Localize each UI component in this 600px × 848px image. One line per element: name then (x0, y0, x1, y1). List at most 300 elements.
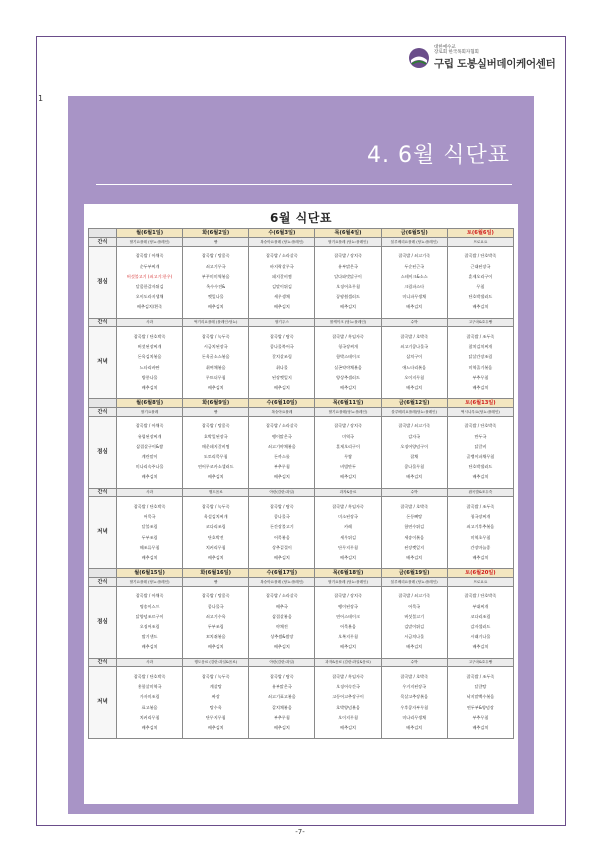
snack-row (89, 408, 514, 417)
dish-item: 잡곡밥 / 녹두죽 (201, 673, 230, 679)
dish-item: 잡곡밥 / 단호박죽 (464, 423, 497, 429)
dish-item: 미역국 (342, 433, 354, 439)
day-header: 화(6월9일) (183, 399, 249, 408)
dish-item: 감자국 (408, 433, 421, 439)
dish-item: 배추김치 (273, 304, 290, 310)
dish-item: 콩나물무침 (404, 464, 425, 470)
lunch-cell (447, 586, 513, 658)
dish-item: 청국장찌개 (470, 514, 491, 520)
lunch-cell (315, 246, 381, 318)
title-divider (96, 184, 512, 185)
page-number: -7- (295, 828, 305, 836)
lunch-cell (117, 586, 183, 658)
organization-name: 구립 도봉실버데이케어센터 (434, 57, 556, 70)
table-corner-cell (89, 399, 117, 408)
dish-item: 명송이스프 (139, 603, 160, 609)
dinner-row (89, 497, 514, 569)
day-header: 수(6월17일) (249, 569, 315, 578)
dish-item: 김말이튀김 (272, 284, 292, 289)
dish-item: 청국장찌개 (338, 344, 358, 350)
day-header: 금(6월5일) (381, 229, 447, 238)
dinner-cell (315, 667, 381, 739)
dish-item: 달걀탕 (474, 684, 487, 690)
dish-item: 배추김치 (141, 724, 158, 730)
week-date-row (89, 569, 514, 578)
snack-cell: 수박 (381, 318, 447, 327)
dish-item: 배추김치 (406, 384, 423, 390)
dish-item: 배추김치 (340, 384, 356, 390)
snack-label: 간식 (89, 658, 117, 667)
dish-item: 함박스테이크 (336, 354, 360, 360)
dish-item: 꼬치쥐볶음 (205, 634, 226, 640)
dish-item: 양상추샐러드 (336, 374, 360, 380)
dish-item: 목살고추장볶음 (400, 694, 429, 700)
dish-item: 달다와맛닭구이 (334, 273, 362, 279)
dish-item: 잡곡밥 / 호박죽 (400, 333, 429, 339)
dish-item: 비빔만두 (340, 464, 356, 470)
day-header: 수(6월10일) (249, 399, 315, 408)
dish-item: 배추김치 (141, 384, 158, 390)
dish-item: 잡곡밥 / 소라살죽 (266, 253, 298, 259)
day-header: 화(6월16일) (183, 569, 249, 578)
dish-item: 된장깻잎지 (272, 374, 292, 380)
dish-item: 콩나물국 (207, 603, 224, 609)
dish-item: 돼지갈비찜 (272, 273, 292, 279)
dish-item: 잡곡밥 / 단호박죽 (133, 503, 166, 509)
dish-item: 쇠고기무국 (205, 263, 226, 269)
dish-item: 유부맑은국 (338, 263, 358, 269)
dish-item: 치커리무침 (139, 714, 160, 720)
dish-item: 시금치된장국 (203, 344, 228, 350)
dish-item: 부추무침 (273, 714, 290, 720)
dish-item: 꽁팡쉽셀러드 (336, 294, 360, 300)
dish-item: 배추김치 (207, 554, 224, 560)
dish-item: 두부조림 (141, 534, 158, 540)
dish-item: 잡곡밥 / 조두죽 (466, 333, 495, 339)
dish-item: 쇠고기표고볶음 (268, 694, 296, 700)
dish-item: 닭갈비 (474, 443, 487, 449)
snack-cell: 복숭아요플레 (당뇨:플레인) (249, 578, 315, 587)
dish-item: 돈까스롤 (273, 454, 290, 459)
dish-item: 간장마늘종 (470, 544, 491, 550)
lunch-cell (249, 586, 315, 658)
dish-item: 배추김치 (340, 724, 356, 730)
dish-item: 쇠고기수육 (205, 613, 226, 619)
dish-item: 호박잎된장국 (203, 433, 228, 439)
lunch-cell (117, 416, 183, 488)
snack-label: 간식 (89, 408, 117, 417)
lunch-label: 점심 (89, 416, 117, 488)
dish-item: 배추김치 (406, 474, 423, 480)
dish-item: 배추김치 (406, 554, 423, 560)
dish-item: 두순된근국 (404, 263, 425, 269)
dish-item: 애느타리볶음 (402, 364, 427, 370)
dish-item: 만두국 (474, 433, 487, 439)
dish-item: 배추김치 (207, 474, 224, 480)
dish-item: 잡곡밥 / 아채죽 (135, 423, 164, 429)
dish-item: 어묵국 (143, 514, 156, 520)
lunch-cell (183, 586, 249, 658)
content-panel (68, 96, 534, 814)
dish-item: 오이도라지생채 (135, 294, 164, 300)
dish-item: 잡곡밥 / 쇠고기죽 (398, 593, 431, 599)
dish-item: 배추김치 (141, 474, 158, 480)
dinner-cell (183, 327, 249, 399)
snack-cell: 프로요요 (447, 238, 513, 247)
dinner-cell (447, 327, 513, 399)
day-header: 월(6월8일) (117, 399, 183, 408)
dish-item: 상추쌈&쌈장 (270, 634, 294, 640)
dish-item: 탕수육 (209, 704, 222, 710)
snack-cell: 떡기리요플레 (플레인:당뇨) (183, 318, 249, 327)
dish-item: 오이지무침 (338, 714, 358, 720)
dish-item: 삼겹살볶음 (272, 613, 292, 619)
lunch-cell (117, 246, 183, 318)
dish-item: 우후콩자부무침 (400, 704, 429, 710)
dish-item: 잡곡밥 / 장치죽 (334, 423, 362, 429)
dish-item: 잡곡밥 / 녹두죽 (201, 503, 230, 509)
snack-cell: 과자&음료 (315, 488, 381, 497)
section-title: 4. 6월 식단표 (367, 143, 510, 168)
dish-item: 잡곡밥 / 탐죽 (270, 673, 294, 679)
dish-item: 배추김치 (472, 474, 489, 480)
week-date-row (89, 399, 514, 408)
dish-item: 오복지무침 (338, 634, 358, 640)
dish-item: 배추김치 (406, 724, 423, 730)
dinner-cell (183, 497, 249, 569)
dish-item: 어묵볶음 (340, 624, 356, 629)
dish-item: 단무지무침 (205, 714, 226, 720)
dish-item: 삼겹살구이&쌈 (136, 443, 164, 449)
dish-item: 잡곡밥 / 녹두죽 (201, 333, 230, 339)
dish-item: 갈치살조림 (272, 354, 292, 360)
snack-row (89, 488, 514, 497)
snack-cell: 프로요요 (447, 578, 513, 587)
menu-table (88, 228, 514, 739)
dish-item: 세우생채 (273, 294, 290, 300)
dinner-label: 저녁 (89, 497, 117, 569)
dinner-cell (249, 327, 315, 399)
dish-item: 매운돼지갈비찜 (201, 443, 230, 449)
dish-item: 바지락살무국 (270, 263, 294, 269)
dish-item: 배추김치 (406, 304, 423, 310)
dish-item: 연어스테이크 (336, 613, 360, 619)
dish-item: 크림파스타 (404, 284, 425, 289)
menu-card (84, 204, 518, 804)
dish-item: 잡곡밥 / 호박죽 (400, 673, 429, 679)
snack-cell: 행도음료 (183, 488, 249, 497)
lunch-cell (315, 416, 381, 488)
snack-cell: 사과 (117, 318, 183, 327)
dish-item: 배추김치 (273, 554, 290, 560)
snack-cell: 빵 (183, 578, 249, 587)
dish-item: 배추김치 (472, 304, 489, 310)
dish-item: 감자셀러드 (470, 624, 491, 629)
dish-item: 달콤한갑자튀김 (135, 284, 164, 289)
dish-item: 잡곡밥 / 장치죽 (334, 593, 362, 599)
lunch-label: 점심 (89, 246, 117, 318)
snack-label: 간식 (89, 318, 117, 327)
dish-item: 배추김치 (273, 474, 290, 480)
dish-item: 순두부찌개 (139, 263, 160, 269)
week-date-row (89, 229, 514, 238)
dish-item: 부대찌개 (472, 603, 489, 609)
dish-item: 계란말이 (141, 454, 158, 459)
dinner-cell (381, 667, 447, 739)
dinner-cell (447, 667, 513, 739)
dish-item: 배추김치 (340, 474, 356, 480)
dinner-cell (117, 327, 183, 399)
dish-item: 잡곡밥 / 장치죽 (334, 253, 362, 259)
dish-item: 미역초무침 (470, 534, 491, 540)
snack-cell: 빵 (183, 408, 249, 417)
snack-cell: 사과 (117, 488, 183, 497)
dish-item: 계살탕 (209, 684, 222, 690)
dish-item: 육설김치찌개 (203, 514, 228, 520)
dish-item: 닭살간장조림 (468, 354, 493, 360)
lunch-cell (447, 416, 513, 488)
dish-item: 표고볶음 (141, 704, 158, 710)
day-header: 목(6월11일) (315, 399, 381, 408)
dish-item: 김말이튀김 (404, 624, 425, 629)
dish-item: 연어무코카소셀러드 (197, 464, 234, 470)
snack-cell: 딸기요플레 (당뇨:플레인) (315, 578, 381, 587)
day-header: 토(6월20일) (447, 569, 513, 578)
dish-item: 도토리묵무침 (203, 454, 228, 459)
organization-logo (408, 46, 555, 71)
dish-item: 콩나물국 (273, 514, 290, 520)
dish-item: 단호박전 (207, 534, 224, 540)
snack-cell: 수박 (381, 488, 447, 497)
day-header: 월(6월1일) (117, 229, 183, 238)
dish-item: 미나리무생채 (402, 714, 427, 720)
snack-row (89, 318, 514, 327)
dish-item: 배추김치 (340, 644, 356, 650)
dish-item: 배추김치 (406, 644, 423, 650)
snack-cell: 딸기요플레 (당뇨:플레인) (117, 238, 183, 247)
dish-item: 어묵볶음 (273, 534, 290, 540)
snack-cell: 복숭아요플레 (249, 408, 315, 417)
lunch-row (89, 246, 514, 318)
dish-item: 잡곡밥 / 호박죽 (400, 503, 429, 509)
dish-item: 카레 (344, 524, 352, 530)
dish-item: 쇠고기후추볶음 (466, 524, 495, 530)
snack-row (89, 578, 514, 587)
dish-item: 잡곡밥 / 조두죽 (466, 673, 495, 679)
dish-item: 시금치나물 (404, 634, 425, 640)
dish-item: 잡곡밥 / 단호박죽 (133, 673, 166, 679)
dish-item: 잡곡밥 / 아채죽 (135, 593, 164, 599)
dish-item: 잡곡밥 / 단호박죽 (464, 253, 497, 259)
day-header: 금(6월19일) (381, 569, 447, 578)
dish-item: 딸기샌드 (141, 634, 158, 640)
dish-item: 잡곡밥 / 소라살죽 (266, 593, 298, 599)
snack-cell: 딸기요플레(당뇨:플레인) (315, 408, 381, 417)
dish-item: 옥수수전& (206, 284, 226, 289)
lunch-row (89, 416, 514, 488)
dish-item: 무침 (476, 284, 485, 289)
dish-item: 취여채볶음 (205, 364, 226, 370)
dish-item: 잡곡밥 / 흑임자죽 (332, 673, 364, 679)
dish-item: 골뱅이파채무침 (466, 454, 495, 459)
table-corner-cell (89, 229, 117, 238)
dish-item: 잡곡밥 / 소라살죽 (266, 423, 298, 429)
dish-item: 미니파무생채 (402, 294, 427, 300)
dish-item: 배추김치 (207, 644, 224, 650)
snack-cell: 빵 (183, 238, 249, 247)
dish-item: 상추겉절이 (272, 544, 292, 550)
snack-cell: 떡시나우요(당뇨:플레인) (447, 408, 513, 417)
dish-item: 잡곡밥 / 단호박죽 (133, 333, 166, 339)
snack-cell: 아란(감란:과일) (249, 488, 315, 497)
dish-item: 오징어숙간국 (336, 684, 360, 690)
dish-item: 무뜨더무침 (205, 374, 226, 380)
dish-item: 잡곡밥 / 쇠고기죽 (398, 253, 431, 259)
lunch-cell (381, 246, 447, 318)
day-header: 토(6월13일) (447, 399, 513, 408)
dish-item: 배추김치 (472, 384, 489, 390)
dish-item: 함연수튀김 (404, 524, 425, 530)
snack-cell: 딸기요플레 (당뇨:플레인) (315, 238, 381, 247)
dish-item: 방풍나물 (141, 374, 158, 380)
dish-item: 유부맑은국 (272, 684, 292, 690)
dish-item: 갑치채볶음 (272, 704, 292, 710)
lunch-cell (315, 586, 381, 658)
dish-item: 팽이된장국 (338, 603, 358, 609)
dinner-cell (183, 667, 249, 739)
dinner-cell (381, 327, 447, 399)
dinner-cell (381, 497, 447, 569)
dish-item: 치커리무침 (205, 544, 226, 550)
snack-cell: 블루베리요플레 (당뇨:플레인) (381, 578, 447, 587)
dinner-cell (447, 497, 513, 569)
dish-item: 잡곡밥 / 탐죽 (270, 503, 294, 509)
day-header: 토(6월6일) (447, 229, 513, 238)
dish-item: 버섯된장찌개 (137, 344, 162, 350)
dish-item: 미나리숙주나물 (135, 464, 164, 470)
lunch-cell (249, 416, 315, 488)
dish-item: 잡곡밥 / 탕콩죽 (201, 593, 230, 599)
dish-item: 세송이볶음 (404, 534, 425, 540)
dish-item: 홍합살미역국 (137, 684, 162, 690)
dish-item: 달불조림 (141, 524, 158, 530)
dish-item: 어묵국 (408, 603, 421, 609)
dish-item: 배추김치 (273, 724, 290, 730)
table-corner-cell (89, 569, 117, 578)
snack-cell: 블루베리요플레 (당뇨:플레인) (381, 238, 447, 247)
snack-cell: 블루베리요플레(당뇨:플레인) (381, 408, 447, 417)
dish-item: 쇠고기콩나물국 (400, 344, 429, 350)
dish-item: 배추김치 (472, 644, 489, 650)
snack-cell: 고구마&호두빵 (447, 318, 513, 327)
dish-item: 배추김치 (340, 304, 356, 310)
day-header: 금(6월12일) (381, 399, 447, 408)
dish-item: 배추김치 (207, 724, 224, 730)
snack-cell: 딸기요플레 (당뇨:플레인) (117, 578, 183, 587)
dish-item: 야채전 (275, 624, 288, 629)
dish-item: 잡곡밥 / 쇠고기죽 (398, 423, 431, 429)
snack-cell: 딸기주스 (249, 318, 315, 327)
dish-item: 팽이맑은국 (272, 433, 292, 439)
dish-item: 된장깻잎지 (404, 544, 425, 550)
dish-item: 돈간장불고기 (270, 524, 294, 530)
dish-item: 부추무침 (273, 464, 290, 470)
dish-item: 잡곡밥 / 탕콩죽 (201, 253, 230, 259)
dish-item: 부꾸미미역볶음 (201, 273, 230, 279)
dish-item: 잡곡밥 / 흑임자죽 (332, 333, 364, 339)
dish-item: 연두부&양념장 (466, 704, 494, 710)
dish-item: 잡곡밥 / 아채죽 (135, 253, 164, 259)
dish-item: 무쌈 (344, 454, 352, 459)
snack-cell: 딸기요플레 (117, 408, 183, 417)
logo-sub-line: 장로회 한국목회자협회 (434, 49, 479, 55)
dish-item: 참치김치찌개 (468, 344, 493, 350)
dish-item: 잡곡밥 / 흑임자죽 (332, 503, 364, 509)
dish-item: 돈육굴소스볶음 (201, 354, 230, 360)
dish-item: 가자미조림 (139, 694, 160, 700)
logo-sub-line: 대한예수교 (434, 45, 456, 50)
menu-title: 6월 식단표 (270, 211, 332, 225)
dish-item: 시래기나물 (470, 634, 491, 640)
lunch-cell (183, 416, 249, 488)
snack-label: 간식 (89, 488, 117, 497)
dish-item: 배추김치 (340, 554, 356, 560)
snack-cell: 행도음료 (감란:과일&음료) (183, 658, 249, 667)
dinner-cell (315, 497, 381, 569)
dish-item: 단무지무침 (338, 544, 358, 550)
dish-item: 오이지무침 (404, 374, 425, 380)
dish-item: 배추김치 (207, 384, 224, 390)
dish-item: 훈제오리구이 (468, 273, 493, 279)
lunch-cell (381, 586, 447, 658)
dish-item: 배추김치 (472, 554, 489, 560)
dish-item: 배추김치 (141, 644, 158, 650)
dish-item: 낙지말백수볶음 (466, 694, 495, 700)
dish-item: 잡곡밥 / 조두죽 (466, 503, 495, 509)
snack-cell: 사과 (117, 658, 183, 667)
day-header: 화(6월2일) (183, 229, 249, 238)
dish-item: 잡곡밥 / 탐죽 (270, 333, 294, 339)
dish-item: 버섯불고기 (404, 613, 425, 619)
dish-item: 해조류무침 (139, 544, 160, 550)
dish-item: 짜장 (211, 694, 220, 700)
snack-row (89, 658, 514, 667)
dinner-cell (117, 497, 183, 569)
dish-item: 훈제오리구이 (336, 443, 360, 449)
dinner-cell (249, 497, 315, 569)
snack-cell: 고구마&호두빵 (447, 658, 513, 667)
dish-item: 잡채 (410, 454, 419, 459)
dinner-cell (117, 667, 183, 739)
dish-item: 배추김치 (273, 384, 290, 390)
dinner-cell (249, 667, 315, 739)
dish-item: 부추무침 (472, 714, 489, 720)
dish-item: 미역줄기볶음 (468, 364, 493, 370)
dish-item: 배추김치 (472, 724, 489, 730)
dish-item: 삼치구이 (406, 354, 423, 360)
snack-cell: 수박 (381, 658, 447, 667)
dish-item: 쇠고기야채볶음 (268, 443, 296, 449)
dish-item: 배추김치 (207, 304, 224, 310)
dinner-row (89, 667, 514, 739)
dish-item: 잡곡밥 / 단호박죽 (464, 593, 497, 599)
dish-item: 콩나물북어국 (270, 344, 294, 350)
dish-item: 코다리조림 (205, 524, 226, 530)
day-header: 월(6월15일) (117, 569, 183, 578)
lunch-row (89, 586, 514, 658)
dish-item: 스테이크&소스 (400, 273, 428, 279)
lunch-label: 점심 (89, 586, 117, 658)
